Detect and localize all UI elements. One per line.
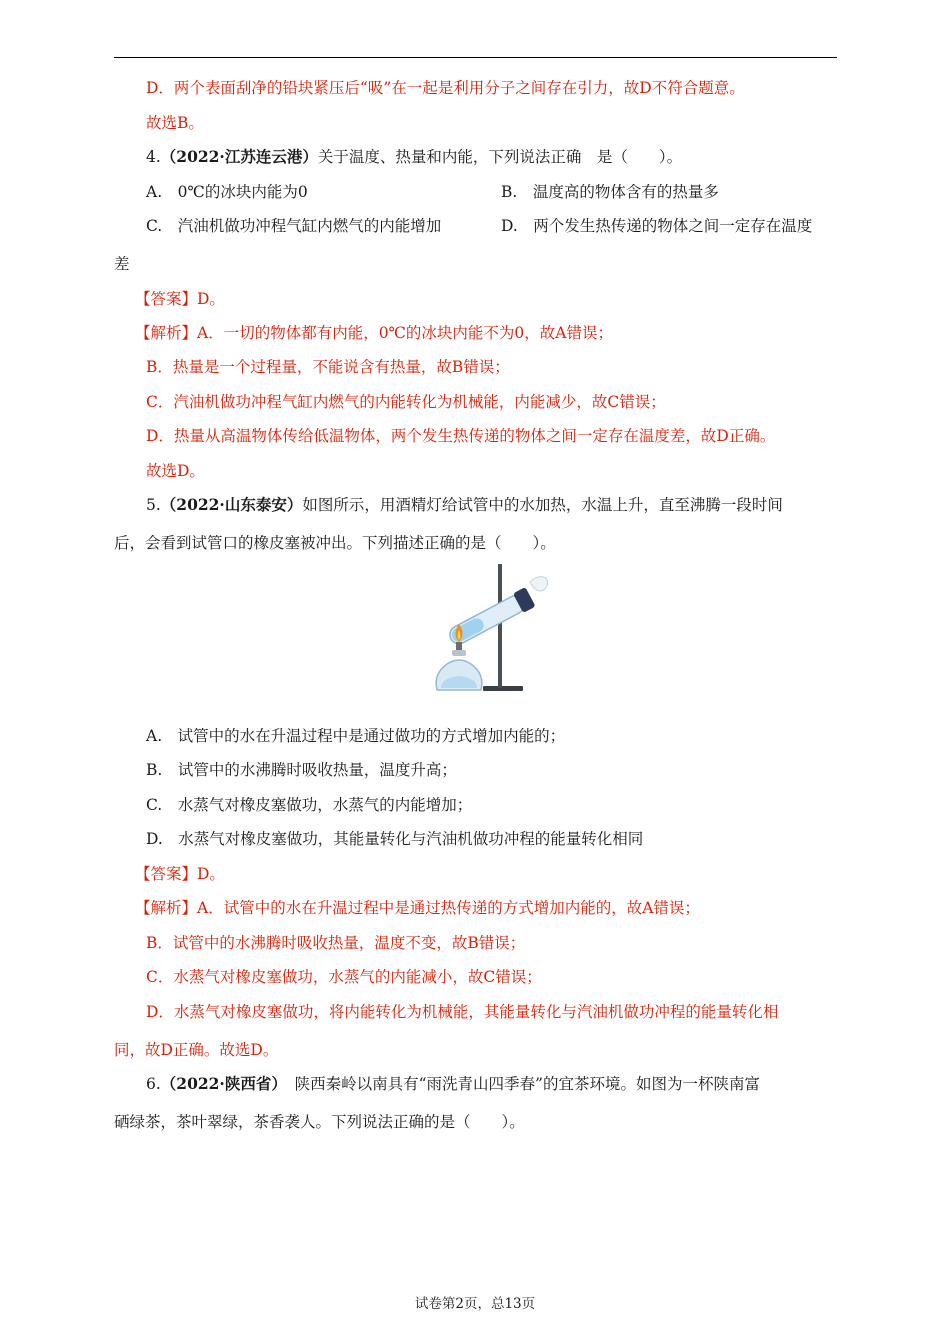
q5-stem-line1 — [146, 495, 783, 515]
q6-stem-line1 — [146, 1074, 760, 1094]
q4-option-d: D. 两个发生热传递的物体之间一定存在温度 — [501, 217, 813, 235]
q6-stem1: 陕西秦岭以南具有“雨洗青山四季春”的宜茶环境。如图为一杯陕南富 — [279, 1075, 760, 1093]
q5-option-d: D. 水蒸气对橡皮塞做功，其能量转化与汽油机做功冲程的能量转化相同 — [146, 830, 644, 848]
q4-option-b: B. 温度高的物体含有的热量多 — [501, 183, 719, 201]
q4-number: 4. — [146, 148, 161, 166]
q5-analysis-tag: 【解析】 — [135, 899, 198, 917]
q5-stem1: 如图所示，用酒精灯给试管中的水加热，水温上升，直至沸腾一段时间 — [302, 496, 783, 514]
q4-analysis-tag: 【解析】 — [135, 324, 198, 342]
q5-option-a: A. 试管中的水在升温过程中是通过做功的方式增加内能的； — [146, 727, 566, 745]
q4-answer: 【答案】D。 — [135, 290, 225, 308]
q5-analysis-a — [135, 898, 700, 918]
page-footer: 试卷第2页，总13页 — [414, 1296, 536, 1312]
q5-option-b: B. 试管中的水沸腾时吸收热量，温度升高； — [146, 761, 457, 779]
q5-stem-line2: 后，会看到试管口的橡皮塞被冲出。下列描述正确的是（ ）。 — [114, 534, 556, 552]
q4-stem-text: 关于温度、热量和内能，下列说法正确 是（ ）。 — [317, 148, 683, 166]
q4-option-a: A. 0℃的冰块内能为0 — [146, 183, 308, 201]
steam — [530, 577, 548, 591]
q4-option-d-cont: 差 — [114, 255, 130, 273]
q4-analysis-b: B．热量是一个过程量，不能说含有热量，故B错误； — [146, 358, 510, 376]
q5-analysis-b: B．试管中的水沸腾时吸收热量，温度不变，故B错误； — [146, 934, 526, 952]
q6-number: 6. — [146, 1075, 161, 1093]
q5-answer: 【答案】D。 — [135, 865, 225, 883]
q4-source: （2022·江苏连云港） — [160, 147, 318, 166]
q5-analysis-d1: D．水蒸气对橡皮塞做功，将内能转化为机械能，其能量转化与汽油机做功冲程的能量转化相 — [146, 1003, 779, 1021]
q4-analysis-d: D．热量从高温物体传给低温物体，两个发生热传递的物体之间一定存在温度差，故D正确。 — [146, 427, 776, 445]
q4-option-c: C. 汽油机做功冲程气缸内燃气的内能增加 — [146, 217, 442, 235]
q4-choose: 故选D。 — [146, 462, 205, 480]
q5-analysis-c: C．水蒸气对橡皮塞做功，水蒸气的内能减小，故C错误； — [146, 968, 542, 986]
apparatus-illustration — [425, 560, 555, 700]
q4-stem — [146, 147, 682, 167]
q5-option-c: C. 水蒸气对橡皮塞做功，水蒸气的内能增加； — [146, 796, 473, 814]
q4-analysis-c: C．汽油机做功冲程气缸内燃气的内能转化为机械能，内能减少，故C错误； — [146, 393, 666, 411]
header-rule — [114, 57, 837, 58]
prev-analysis-d: D．两个表面刮净的铅块紧压后“吸”在一起是利用分子之间存在引力，故D不符合题意。 — [146, 79, 745, 97]
test-tube-heating-figure — [425, 560, 555, 700]
stand-rod — [498, 564, 502, 688]
q5-analysis-d2: 同，故D正确。故选D。 — [114, 1041, 279, 1059]
stand-base — [483, 686, 523, 691]
q4-analysis-a — [135, 323, 613, 343]
q5-number: 5. — [146, 496, 161, 514]
q6-source: （2022·陕西省） — [160, 1074, 280, 1093]
prev-choose: 故选B。 — [146, 114, 204, 132]
q5-source: （2022·山东泰安） — [160, 495, 303, 514]
q4-analysis-a-text: A．一切的物体都有内能，0℃的冰块内能不为0，故A错误； — [197, 324, 613, 342]
q5-analysis-a-text: A．试管中的水在升温过程中是通过热传递的方式增加内能的，故A错误； — [197, 899, 700, 917]
q6-stem-line2: 硒绿茶，茶叶翠绿，茶香袭人。下列说法正确的是（ ）。 — [114, 1113, 525, 1131]
